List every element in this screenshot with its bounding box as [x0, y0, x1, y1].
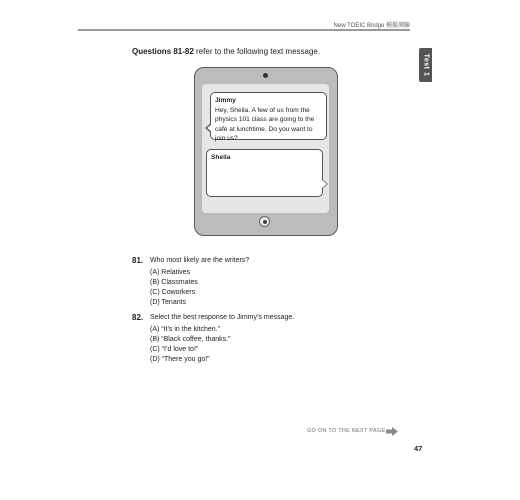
header-divider — [78, 29, 410, 31]
answer-option[interactable]: (D) “There you go!” — [150, 356, 210, 363]
answer-options — [150, 268, 198, 308]
message-bubble-jimmy — [210, 92, 327, 143]
side-tab-label: Test 1 — [422, 53, 429, 77]
answer-option[interactable]: (A) “It’s in the kitchen.” — [150, 326, 220, 333]
right-arrow-icon — [386, 427, 398, 436]
answer-option[interactable]: (D) Tenants — [150, 299, 187, 306]
answer-option[interactable]: (B) “Black coffee, thanks.” — [150, 336, 231, 343]
next-page-label: GO ON TO THE NEXT PAGE — [307, 428, 386, 434]
message-bubble-sheila — [206, 149, 323, 197]
question-text: Select the best response to Jimmy’s message. — [150, 314, 295, 321]
header-title: New TOEIC Bridge 模擬測驗 — [333, 23, 410, 29]
answer-option[interactable]: (B) Classmates — [150, 279, 198, 286]
phone-camera-icon — [263, 73, 268, 78]
message-text: Hey, Sheila. A few of us from the physics 101 class are going to the café at lunchtime. Do you want to join us? — [215, 106, 315, 143]
page-number: 47 — [414, 444, 423, 453]
answer-option[interactable]: (C) “I’d love to!” — [150, 346, 199, 353]
question-intro-text: refer to the following text message. — [193, 47, 321, 56]
question-text: Who most likely are the writers? — [150, 257, 250, 264]
answer-option[interactable]: (A) Relatives — [150, 269, 191, 276]
phone-illustration — [194, 67, 338, 236]
question-number: 81. — [132, 256, 144, 265]
question-number: 82. — [132, 313, 144, 322]
phone-home-button-icon — [259, 216, 270, 227]
bubble-tail-right — [322, 179, 328, 189]
answer-option[interactable]: (C) Coworkers — [150, 289, 196, 296]
message-sender: Jimmy — [215, 97, 236, 104]
phone-screen — [202, 84, 329, 213]
question-intro — [132, 47, 320, 56]
question-range: Questions 81-82 — [132, 47, 194, 56]
test-side-tab — [419, 48, 432, 82]
answer-options — [150, 325, 230, 365]
bubble-tail-left — [205, 123, 211, 133]
message-sender: Sheila — [211, 154, 231, 161]
